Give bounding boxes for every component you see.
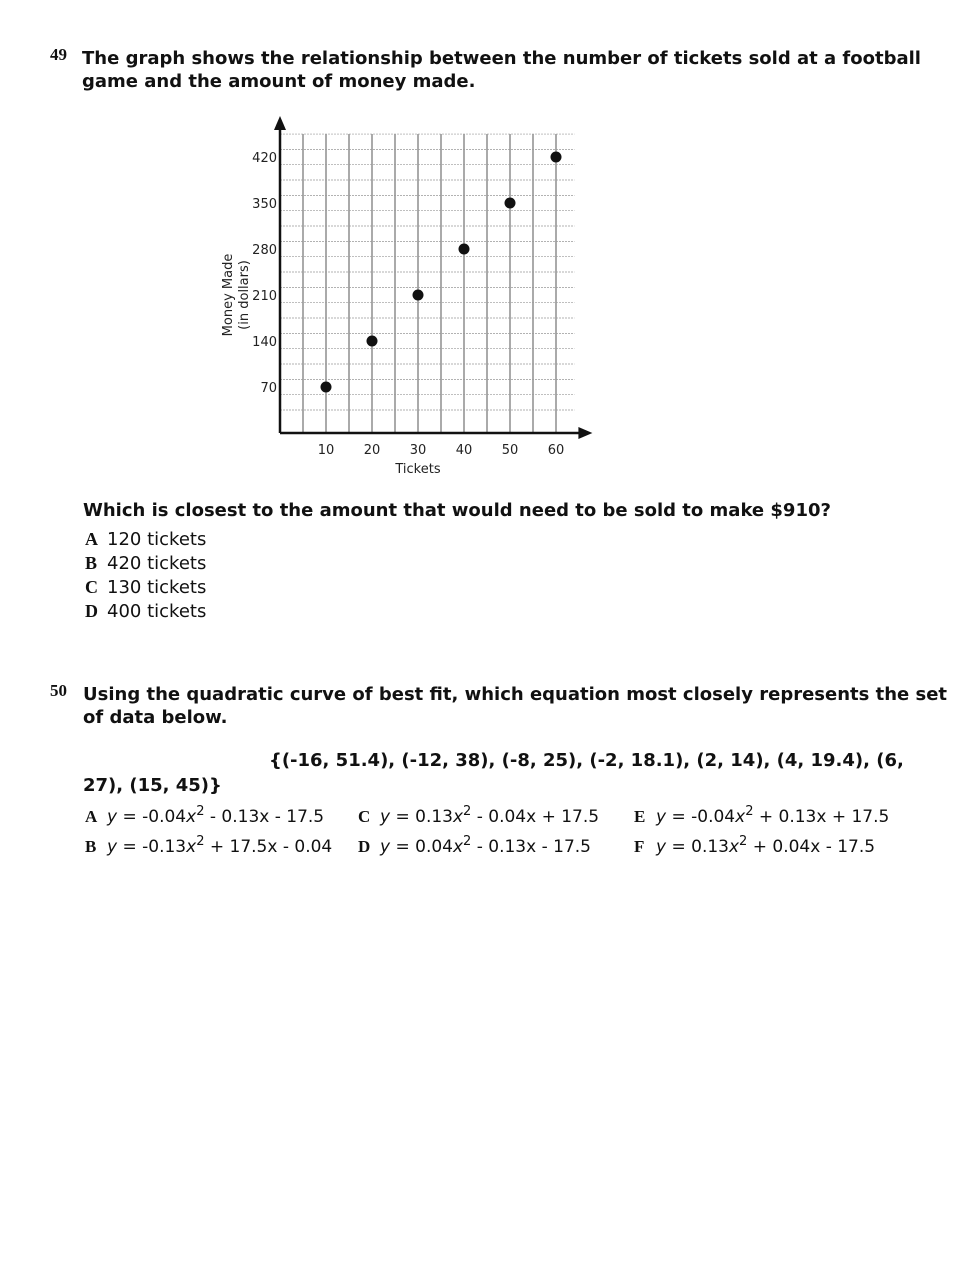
option-letter: B (85, 837, 97, 856)
x-tick-label: 30 (409, 443, 427, 458)
q49-stem-line1: The graph shows the relationship between the number of tickets sold at a football (82, 48, 921, 69)
eq-rest: - 0.04x + 17.5 (471, 807, 600, 827)
option-letter: A (85, 807, 98, 826)
q49-stem (82, 47, 921, 93)
x-tick-label: 10 (317, 443, 335, 458)
option-letter: C (85, 577, 98, 597)
coef-a: 0.13 (691, 837, 729, 857)
q50-data-line1: {(-16, 51.4), (-12, 38), (-8, 25), (-2, 18.1), (2, 14), (4, 19.4), (6, (269, 750, 904, 771)
scatter-chart (210, 110, 610, 480)
option-text: 400 tickets (107, 601, 207, 622)
coef-a: 0.04 (415, 837, 453, 857)
eq-rest: - 0.13x - 17.5 (204, 807, 325, 827)
exponent: 2 (463, 834, 472, 849)
eq-rest: + 0.04x - 17.5 (747, 837, 876, 857)
option-letter: D (358, 837, 371, 856)
q50-option-e[interactable]: E $y = -0.04x^2 + 0.13x + 17.5$ (634, 804, 890, 827)
q50-option-a[interactable]: A $y = -0.04x^2 - 0.13x - 17.5$ (85, 804, 325, 827)
data-point (413, 290, 424, 301)
q49-question: Which is closest to the amount that would need to be sold to make $910? (83, 500, 831, 521)
x-tick-label: 20 (363, 443, 381, 458)
option-letter: F (634, 837, 645, 856)
q49-option-c[interactable] (85, 575, 206, 600)
q49-option-b[interactable] (85, 551, 206, 576)
exponent: 2 (739, 834, 748, 849)
y-tick-label: 70 (260, 381, 277, 396)
data-point (505, 198, 516, 209)
q50-option-f[interactable]: F $y = 0.13x^2 + 0.04x - 17.5$ (634, 834, 876, 857)
data-point (321, 382, 332, 393)
option-letter: D (85, 601, 98, 621)
x-tick-label: 40 (455, 443, 473, 458)
q49-number: 49 (50, 45, 67, 64)
data-point (551, 152, 562, 163)
y-tick-label: 280 (252, 243, 277, 258)
y-tick-label: 350 (252, 197, 277, 212)
y-axis-label-line2: (in dollars) (237, 260, 252, 330)
q50-option-d[interactable]: D $y = 0.04x^2 - 0.13x - 17.5$ (358, 834, 591, 857)
data-point (367, 336, 378, 347)
q49-option-a[interactable] (85, 527, 206, 552)
eq-rest: + 17.5x - 0.04 (204, 837, 333, 857)
exponent: 2 (196, 834, 205, 849)
coef-a: -0.13 (142, 837, 187, 857)
q50-data-line2: 27), (15, 45)} (83, 775, 222, 796)
y-tick-label: 140 (252, 335, 277, 350)
coef-a: 0.13 (415, 807, 453, 827)
q50-option-b[interactable]: B $y = -0.13x^2 + 17.5x - 0.04$ (85, 834, 333, 857)
y-axis-label-line1: Money Made (221, 253, 236, 337)
data-point (459, 244, 470, 255)
option-letter: A (85, 529, 98, 549)
q50-option-c[interactable]: C $y = 0.13x^2 - 0.04x + 17.5$ (358, 804, 600, 827)
option-text: 130 tickets (107, 577, 207, 598)
option-text: 420 tickets (107, 553, 207, 574)
coef-a: -0.04 (691, 807, 736, 827)
eq-rest: - 0.13x - 17.5 (471, 837, 591, 857)
exponent: 2 (463, 804, 472, 819)
q49-stem-line2: game and the amount of money made. (82, 71, 476, 92)
y-tick-label: 210 (252, 289, 277, 304)
option-text: 120 tickets (107, 529, 207, 550)
coef-a: -0.04 (142, 807, 187, 827)
option-letter: C (358, 807, 371, 826)
x-axis-arrow (578, 427, 592, 439)
x-tick-label: 50 (501, 443, 519, 458)
eq-rest: + 0.13x + 17.5 (753, 807, 890, 827)
option-letter: B (85, 553, 98, 573)
y-tick-label: 420 (252, 151, 277, 166)
exponent: 2 (745, 804, 754, 819)
q50-stem-line2: of data below. (83, 707, 228, 728)
x-axis-label: Tickets (395, 462, 441, 477)
option-letter: E (634, 807, 646, 826)
y-axis-arrow (274, 116, 286, 130)
exponent: 2 (196, 804, 205, 819)
q50-stem-line1: Using the quadratic curve of best fit, which equation most closely represents the set (83, 684, 948, 705)
q50-number: 50 (50, 681, 67, 700)
q50-stem (83, 683, 947, 729)
x-tick-label: 60 (547, 443, 565, 458)
q49-option-d[interactable] (85, 599, 206, 624)
